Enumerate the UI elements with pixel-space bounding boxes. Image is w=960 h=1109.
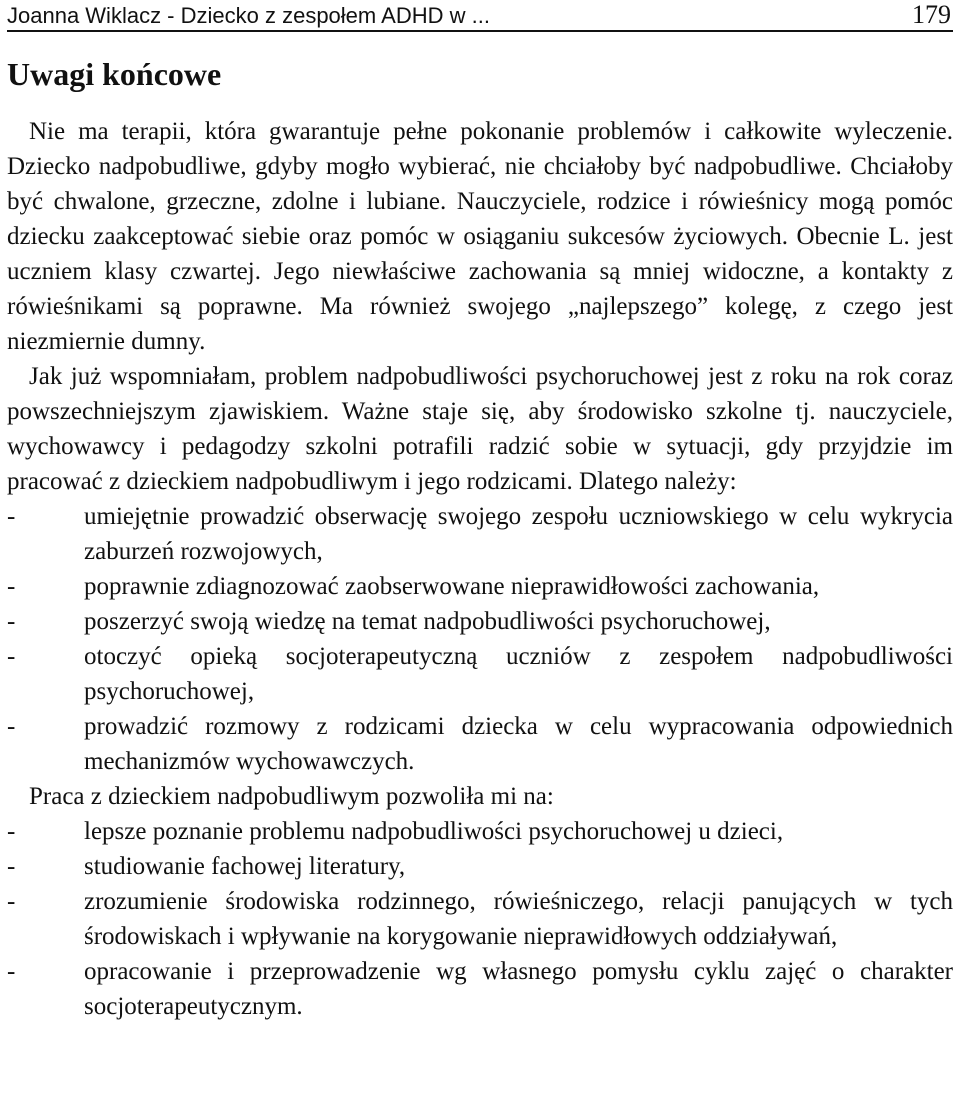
- list-marker: -: [7, 713, 16, 740]
- body-text: [7, 114, 953, 1024]
- list-item: [7, 954, 953, 1024]
- list-marker: -: [7, 818, 16, 845]
- list-item: [7, 604, 953, 639]
- list-item-text: poszerzyć swoją wiedzę na temat nadpobudliwości psychoruchowej,: [84, 608, 771, 635]
- list-marker: -: [7, 888, 16, 915]
- list-item-text: poprawnie zdiagnozować zaobserwowane nieprawidłowości zachowania,: [84, 573, 820, 600]
- list-item: [7, 569, 953, 604]
- running-header: [7, 0, 953, 32]
- list-item-text: prowadzić rozmowy z rodzicami dziecka w celu wypracowania odpowiednich mechanizmów wychowawczych.: [84, 713, 953, 775]
- list-marker: -: [7, 958, 16, 985]
- list-item: [7, 884, 953, 954]
- page-number: 179: [912, 0, 951, 29]
- list-item: [7, 639, 953, 709]
- list-item-text: otoczyć opieką socjoterapeutyczną uczniów z zespołem nadpobudliwości psychoruchowej,: [84, 643, 953, 705]
- paragraph-3: Praca z dzieckiem nadpobudliwym pozwoliła mi na:: [29, 783, 554, 810]
- list-item-text: studiowanie fachowej literatury,: [84, 853, 406, 880]
- paragraph-1: Nie ma terapii, która gwarantuje pełne pokonanie problemów i całkowite wyleczenie. Dziecko nadpobudliwe, gdyby mogło wybierać, nie chciałoby być nadpobudliwe. Chciałoby być chwalone, grzeczne, zdolne i lubiane. Nauczyciele, rodzice i rówieśnicy mogą pomóc dziecku zaakceptować siebie oraz pomóc w osiąganiu sukcesów życiowych. Obecnie L. jest uczniem klasy czwartej. Jego niewłaściwe zachowania są mniej widoczne, a kontakty z rówieśnikami są poprawne. Ma również swojego „najlepszego” kolegę, z czego jest niezmiernie dumny.: [7, 118, 953, 355]
- list-item: [7, 499, 953, 569]
- list-marker: -: [7, 643, 16, 670]
- list-marker: -: [7, 608, 16, 635]
- outcomes-list: [7, 814, 953, 1024]
- running-title: Joanna Wiklacz - Dziecko z zespołem ADHD w ...: [7, 3, 490, 28]
- section-title: Uwagi końcowe: [7, 56, 222, 92]
- list-item: [7, 814, 953, 849]
- list-item: [7, 849, 953, 884]
- recommendations-list: [7, 499, 953, 779]
- list-item: [7, 709, 953, 779]
- list-item-text: umiejętnie prowadzić obserwację swojego zespołu uczniowskiego w celu wykrycia zaburzeń rozwojowych,: [84, 503, 953, 565]
- list-marker: -: [7, 853, 16, 880]
- list-marker: -: [7, 503, 16, 530]
- list-marker: -: [7, 573, 16, 600]
- paragraph-2: Jak już wspomniałam, problem nadpobudliwości psychoruchowej jest z roku na rok coraz powszechniejszym zjawiskiem. Ważne staje się, aby środowisko szkolne tj. nauczyciele, wychowawcy i pedagodzy szkolni potrafili radzić sobie w sytuacji, gdy przyjdzie im pracować z dzieckiem nadpobudliwym i jego rodzicami. Dlatego należy:: [7, 363, 953, 495]
- list-item-text: zrozumienie środowiska rodzinnego, rówieśniczego, relacji panujących w tych środowiskach i wpływanie na korygowanie nieprawidłowych oddziaływań,: [84, 888, 953, 950]
- list-item-text: opracowanie i przeprowadzenie wg własnego pomysłu cyklu zajęć o charakter socjoterapeutycznym.: [84, 958, 953, 1020]
- list-item-text: lepsze poznanie problemu nadpobudliwości psychoruchowej u dzieci,: [84, 818, 784, 845]
